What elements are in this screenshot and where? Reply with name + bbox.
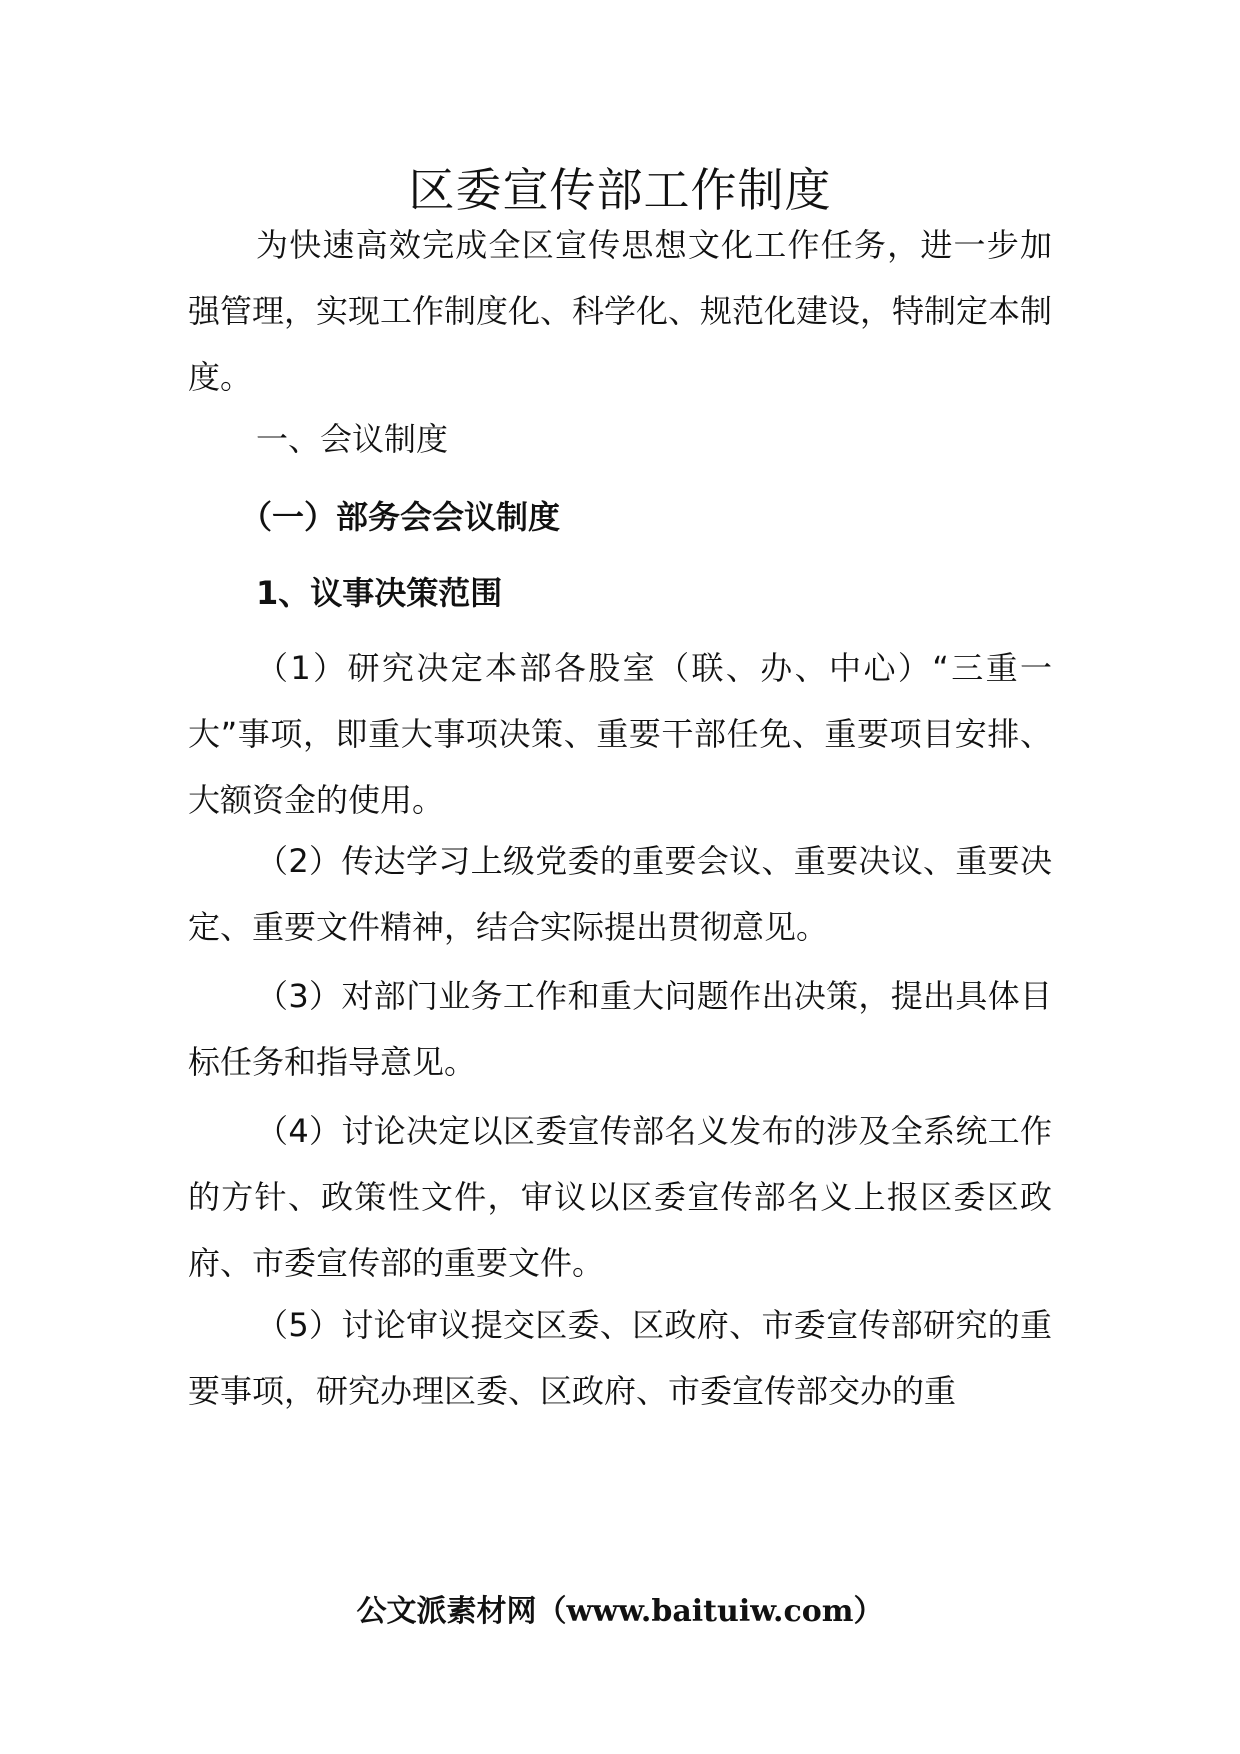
paragraph-2: （2）传达学习上级党委的重要会议、重要决议、重要决定、重要文件精神，结合实际提出贯彻意见。 bbox=[188, 842, 1052, 946]
paragraph-1: （1）研究决定本部各股室（联、办、中心）“三重一大”事项，即重大事项决策、重要干部任免、重要项目安排、大额资金的使用。 bbox=[188, 649, 1052, 819]
footer-source: 公文派素材网（www.baituiw.com） bbox=[356, 1594, 884, 1629]
paragraph-4: （4）讨论决定以区委宣传部名义发布的涉及全系统工作的方针、政策性文件，审议以区委宣传部名义上报区委区政府、市委宣传部的重要文件。 bbox=[188, 1112, 1052, 1282]
intro-paragraph: 为快速高效完成全区宣传思想文化工作任务，进一步加强管理，实现工作制度化、科学化、规范化建设，特制定本制度。 bbox=[188, 226, 1053, 396]
document-title: 区委宣传部工作制度 bbox=[408, 163, 832, 217]
subsection-heading-ministry-meeting: （一）部务会会议制度 bbox=[240, 498, 561, 536]
paragraph-5: （5）讨论审议提交区委、区政府、市委宣传部研究的重要事项，研究办理区委、区政府、市委宣传部交办的重 bbox=[188, 1306, 1052, 1410]
section-heading-meetings: 一、会议制度 bbox=[256, 420, 449, 458]
paragraph-3: （3）对部门业务工作和重大问题作出决策，提出具体目标任务和指导意见。 bbox=[188, 977, 1052, 1081]
item-heading-decision-scope: 1、议事决策范围 bbox=[256, 574, 503, 612]
